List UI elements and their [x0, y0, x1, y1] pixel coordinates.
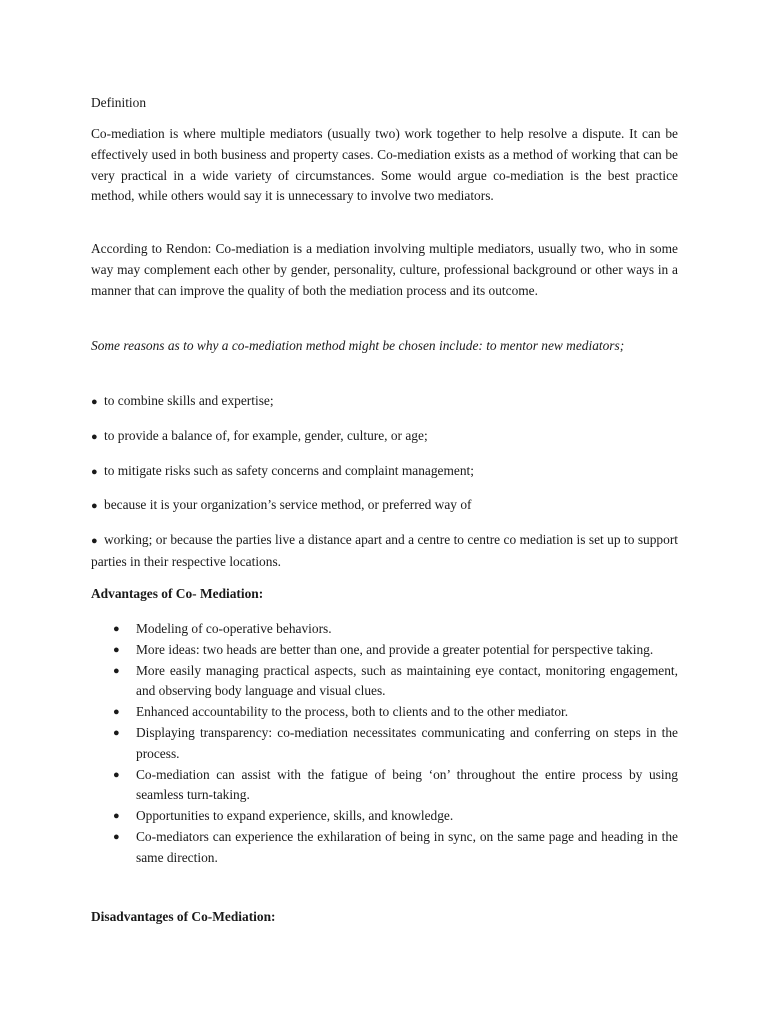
bullet-icon: ●: [91, 396, 98, 408]
bullet-icon: ●: [113, 623, 120, 635]
advantage-item: ● Displaying transparency: co-mediation necessitates communicating and conferring on steps in the process.: [113, 724, 678, 761]
definition-heading: Definition: [91, 95, 147, 110]
advantages-list: [91, 619, 678, 869]
bullet-icon: ●: [113, 643, 120, 656]
advantage-item: ● Co-mediation can assist with the fatigue of being ‘on’ throughout the entire process by using seamless turn-taking.: [113, 766, 678, 803]
definition-paragraph: Co-mediation is where multiple mediators (usually two) work together to help resolve a dispute. It can be effectively used in both business and property cases. Co-mediation exists as a method of working that can be very practical in a wide variety of circumstances. Some would argue co-mediation is the best practice method, while others would say it is unnecessary to involve two mediators.: [91, 126, 678, 204]
bullet-icon: ●: [113, 810, 120, 823]
advantages-heading: Advantages of Co- Mediation:: [91, 586, 264, 601]
reason-item: ● working; or because the parties live a distance apart and a centre to centre co mediation is set up to support parties in their respective locations.: [91, 532, 678, 569]
bullet-icon: ●: [113, 706, 120, 719]
bullet-icon: ●: [113, 830, 120, 843]
bullet-icon: ●: [91, 466, 98, 478]
disadvantages-heading: Disadvantages of Co-Mediation:: [91, 909, 276, 924]
reason-item: ● because it is your organization’s service method, or preferred way of: [91, 495, 678, 517]
document-page: [91, 0, 678, 1024]
bullet-icon: ●: [113, 664, 120, 677]
advantage-item: ● Opportunities to expand experience, skills, and knowledge.: [91, 806, 678, 827]
bullet-icon: ●: [113, 768, 120, 781]
reasons-intro: Some reasons as to why a co-mediation method might be chosen include: to mentor new mediators;: [91, 338, 625, 353]
advantage-item: ● Modeling of co-operative behaviors.: [91, 619, 678, 640]
bullet-icon: ●: [113, 726, 120, 739]
reason-item: ● to combine skills and expertise;: [91, 391, 678, 413]
reason-item: ● to mitigate risks such as safety concerns and complaint management;: [91, 461, 678, 483]
bullet-icon: ●: [91, 500, 98, 512]
advantage-item: ● Enhanced accountability to the process, both to clients and to the other mediator.: [91, 702, 678, 723]
reason-item: ● to provide a balance of, for example, gender, culture, or age;: [91, 426, 678, 448]
advantage-item: ● More ideas: two heads are better than one, and provide a greater potential for perspective taking.: [91, 640, 678, 661]
advantage-item: ● More easily managing practical aspects, such as maintaining eye contact, monitoring engagement, and observing body language and visual clues.: [113, 662, 678, 699]
rendon-paragraph: According to Rendon: Co-mediation is a mediation involving multiple mediators, usually two, who in some way may complement each other by gender, personality, culture, professional background or other ways in a manner that can improve the quality of both the mediation process and its outcome.: [91, 241, 678, 298]
advantage-item: ● Co-mediators can experience the exhilaration of being in sync, on the same page and heading in the same direction.: [113, 828, 678, 865]
bullet-icon: ●: [91, 535, 98, 547]
bullet-icon: ●: [91, 431, 98, 443]
